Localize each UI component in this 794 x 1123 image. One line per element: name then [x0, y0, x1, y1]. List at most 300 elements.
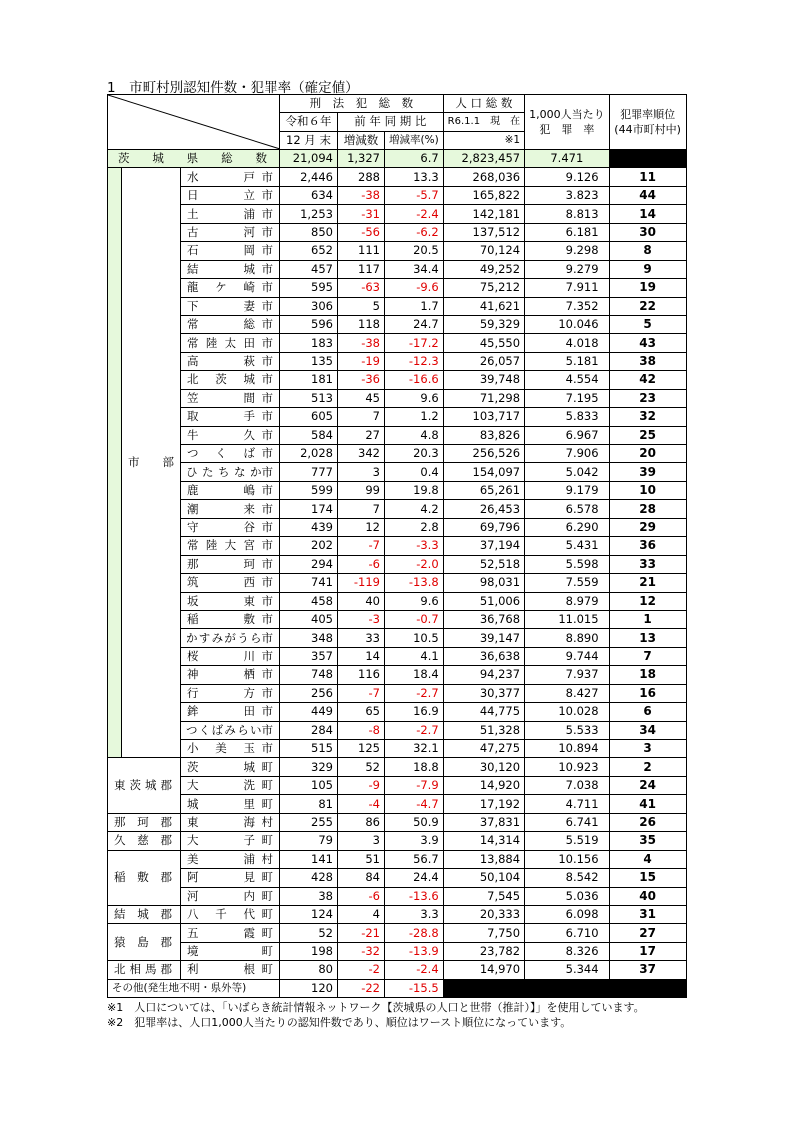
table-row — [108, 279, 687, 297]
cell-count: 458 — [280, 592, 338, 610]
group-kuji — [108, 832, 181, 850]
table-row — [108, 869, 687, 887]
cell-rank: 25 — [609, 426, 686, 444]
cell-rate: -4.7 — [385, 795, 444, 813]
municipality-name: つ く ば み ら い 市 — [181, 721, 280, 739]
cell-rank: 15 — [609, 869, 686, 887]
group-sashima-label: 猿 島 郡 — [114, 934, 172, 949]
header-rank-line1: 犯罪率順位 — [620, 108, 676, 121]
cell-per: 10.894 — [525, 740, 610, 758]
cell-rate: -6.2 — [385, 223, 444, 241]
header-per1000-line1: 1,000人当たり — [529, 108, 605, 121]
cell-inc: 14 — [338, 647, 385, 665]
table-row — [108, 500, 687, 518]
cell-per: 8.326 — [525, 942, 610, 960]
cell-rank: 12 — [609, 592, 686, 610]
cell-count: 850 — [280, 223, 338, 241]
municipality-name: 潮 来 市 — [181, 500, 280, 518]
group-sashima — [108, 924, 181, 961]
table-row — [108, 389, 687, 407]
municipality-name: 五 霞 町 — [181, 924, 280, 942]
cell-rate: -7.9 — [385, 776, 444, 794]
municipality-name: 筑 西 市 — [181, 574, 280, 592]
footnote-1: ※1 人口については、「いばらき統計情報ネットワーク【茨城県の人口と世帯（推計）】」を使用しています。 — [107, 1001, 645, 1014]
cell-rate: -17.2 — [385, 334, 444, 352]
total-rank-blank — [609, 150, 686, 168]
cell-per: 5.344 — [525, 961, 610, 979]
cell-rate: 24.7 — [385, 315, 444, 333]
cell-per: 5.598 — [525, 555, 610, 573]
cell-pop: 137,512 — [443, 223, 524, 241]
cell-rate: 34.4 — [385, 260, 444, 278]
municipality-name: 笠 間 市 — [181, 389, 280, 407]
cell-rate: -16.6 — [385, 371, 444, 389]
cell-rank: 41 — [609, 795, 686, 813]
cell-rank: 18 — [609, 666, 686, 684]
cell-inc: -7 — [338, 537, 385, 555]
cell-inc: 3 — [338, 463, 385, 481]
cell-rate: -5.7 — [385, 186, 444, 204]
cell-count: 38 — [280, 887, 338, 905]
cell-per: 10.923 — [525, 758, 610, 776]
table-row — [108, 352, 687, 370]
cell-rate: -13.6 — [385, 887, 444, 905]
cell-per: 5.042 — [525, 463, 610, 481]
page-title: 1 市町村別認知件数・犯罪率（確定値） — [107, 80, 359, 96]
municipality-name: 坂 東 市 — [181, 592, 280, 610]
cell-inc: 118 — [338, 315, 385, 333]
header-popnote: ※1 — [443, 131, 524, 149]
cell-rate: 1.2 — [385, 408, 444, 426]
cell-rank: 10 — [609, 481, 686, 499]
cell-per: 5.181 — [525, 352, 610, 370]
cell-pop: 47,275 — [443, 740, 524, 758]
cell-rank: 11 — [609, 168, 686, 186]
cell-rate: 2.8 — [385, 518, 444, 536]
table-row — [108, 758, 687, 776]
other-row — [108, 979, 687, 997]
municipality-name: 石 岡 市 — [181, 242, 280, 260]
cell-count: 174 — [280, 500, 338, 518]
city-indent-cell — [108, 168, 122, 758]
cell-inc: 3 — [338, 832, 385, 850]
other-rate: -15.5 — [385, 979, 444, 997]
municipality-name: つ く ば 市 — [181, 445, 280, 463]
table-row — [108, 574, 687, 592]
municipality-name: 大 子 町 — [181, 832, 280, 850]
table-row — [108, 832, 687, 850]
cell-count: 183 — [280, 334, 338, 352]
cell-per: 7.911 — [525, 279, 610, 297]
cell-per: 5.519 — [525, 832, 610, 850]
table-row — [108, 647, 687, 665]
footnotes — [107, 1000, 645, 1030]
cell-inc: 40 — [338, 592, 385, 610]
cell-rank: 17 — [609, 942, 686, 960]
cell-pop: 94,237 — [443, 666, 524, 684]
municipality-name: 牛 久 市 — [181, 426, 280, 444]
table-row — [108, 186, 687, 204]
cell-count: 202 — [280, 537, 338, 555]
cell-rank: 1 — [609, 610, 686, 628]
group-inashiki-label: 稲 敷 郡 — [114, 870, 172, 885]
table-row — [108, 740, 687, 758]
cell-count: 306 — [280, 297, 338, 315]
cell-count: 515 — [280, 740, 338, 758]
cell-pop: 13,884 — [443, 850, 524, 868]
cell-inc: 125 — [338, 740, 385, 758]
cell-inc: 4 — [338, 905, 385, 923]
municipality-name: 阿 見 町 — [181, 869, 280, 887]
group-higashi — [108, 758, 181, 813]
cell-pop: 17,192 — [443, 795, 524, 813]
cell-count: 405 — [280, 610, 338, 628]
cell-per: 7.352 — [525, 297, 610, 315]
table-row — [108, 297, 687, 315]
cell-pop: 70,124 — [443, 242, 524, 260]
cell-count: 348 — [280, 629, 338, 647]
cell-rank: 21 — [609, 574, 686, 592]
cell-rate: 3.9 — [385, 832, 444, 850]
cell-pop: 39,748 — [443, 371, 524, 389]
municipality-name: 下 妻 市 — [181, 297, 280, 315]
cell-per: 8.427 — [525, 684, 610, 702]
cell-rank: 22 — [609, 297, 686, 315]
cell-rate: -13.8 — [385, 574, 444, 592]
cell-per: 7.906 — [525, 445, 610, 463]
cell-rate: -12.3 — [385, 352, 444, 370]
group-kitasouma-label: 北 相 馬 郡 — [114, 962, 172, 977]
header-pop: 人 口 総 数 — [443, 95, 524, 113]
cell-rank: 9 — [609, 260, 686, 278]
cell-pop: 14,314 — [443, 832, 524, 850]
cell-count: 741 — [280, 574, 338, 592]
cell-inc: 288 — [338, 168, 385, 186]
cell-pop: 30,377 — [443, 684, 524, 702]
cell-rate: 56.7 — [385, 850, 444, 868]
cell-count: 1,253 — [280, 205, 338, 223]
cell-rank: 4 — [609, 850, 686, 868]
cell-rate: 9.6 — [385, 389, 444, 407]
municipality-name: 鉾 田 市 — [181, 703, 280, 721]
cell-pop: 36,768 — [443, 610, 524, 628]
cell-inc: 65 — [338, 703, 385, 721]
cell-inc: -56 — [338, 223, 385, 241]
cell-rank: 34 — [609, 721, 686, 739]
cell-count: 79 — [280, 832, 338, 850]
cell-count: 595 — [280, 279, 338, 297]
cell-pop: 142,181 — [443, 205, 524, 223]
cell-pop: 20,333 — [443, 905, 524, 923]
cell-per: 9.179 — [525, 481, 610, 499]
cell-rank: 38 — [609, 352, 686, 370]
cell-per: 6.098 — [525, 905, 610, 923]
footnote-2: ※2 犯罪率は、人口1,000人当たりの認知件数であり、順位はワースト順位になっています。 — [107, 1016, 572, 1029]
header-reiwa: 令和６年 — [280, 113, 338, 131]
table-row — [108, 555, 687, 573]
cell-inc: 52 — [338, 758, 385, 776]
cell-rank: 28 — [609, 500, 686, 518]
cell-pop: 268,036 — [443, 168, 524, 186]
cell-per: 6.290 — [525, 518, 610, 536]
cell-count: 256 — [280, 684, 338, 702]
cell-rank: 39 — [609, 463, 686, 481]
cell-rate: 4.8 — [385, 426, 444, 444]
municipality-name: 常 陸 太 田 市 — [181, 334, 280, 352]
municipality-name: ひ た ち な か 市 — [181, 463, 280, 481]
cell-rank: 5 — [609, 315, 686, 333]
cell-inc: -6 — [338, 887, 385, 905]
cell-count: 124 — [280, 905, 338, 923]
cell-per: 8.542 — [525, 869, 610, 887]
cell-pop: 26,057 — [443, 352, 524, 370]
cell-pop: 71,298 — [443, 389, 524, 407]
total-count: 21,094 — [280, 150, 338, 168]
municipality-name: 結 城 市 — [181, 260, 280, 278]
cell-inc: 33 — [338, 629, 385, 647]
cell-rate: 24.4 — [385, 869, 444, 887]
municipality-name: 桜 川 市 — [181, 647, 280, 665]
cell-pop: 65,261 — [443, 481, 524, 499]
cell-inc: 116 — [338, 666, 385, 684]
cell-rate: 10.5 — [385, 629, 444, 647]
cell-count: 81 — [280, 795, 338, 813]
cell-pop: 83,826 — [443, 426, 524, 444]
other-count: 120 — [280, 979, 338, 997]
table-row — [108, 610, 687, 628]
cell-count: 596 — [280, 315, 338, 333]
municipality-name: 東 海 村 — [181, 813, 280, 831]
cell-pop: 30,120 — [443, 758, 524, 776]
cell-rank: 14 — [609, 205, 686, 223]
cell-inc: 5 — [338, 297, 385, 315]
cell-per: 9.744 — [525, 647, 610, 665]
cell-rank: 16 — [609, 684, 686, 702]
cell-pop: 23,782 — [443, 942, 524, 960]
other-inc: -22 — [338, 979, 385, 997]
municipality-name: 水 戸 市 — [181, 168, 280, 186]
cell-rate: 20.5 — [385, 242, 444, 260]
cell-pop: 7,750 — [443, 924, 524, 942]
cell-inc: -3 — [338, 610, 385, 628]
cell-rank: 3 — [609, 740, 686, 758]
group-naka — [108, 813, 181, 831]
cell-inc: 99 — [338, 481, 385, 499]
cell-pop: 44,775 — [443, 703, 524, 721]
cell-count: 457 — [280, 260, 338, 278]
total-per: 7.471 — [525, 150, 610, 168]
cell-rate: -3.3 — [385, 537, 444, 555]
cell-per: 7.195 — [525, 389, 610, 407]
table-row — [108, 850, 687, 868]
cell-per: 6.578 — [525, 500, 610, 518]
cell-count: 599 — [280, 481, 338, 499]
cell-rate: -2.0 — [385, 555, 444, 573]
cell-pop: 45,550 — [443, 334, 524, 352]
cell-rate: 20.3 — [385, 445, 444, 463]
cell-rate: -2.4 — [385, 961, 444, 979]
cell-rate: 50.9 — [385, 813, 444, 831]
crime-statistics-table — [107, 94, 687, 998]
municipality-name: 那 珂 市 — [181, 555, 280, 573]
group-city — [122, 168, 181, 758]
cell-rate: -2.4 — [385, 205, 444, 223]
cell-pop: 52,518 — [443, 555, 524, 573]
table-row — [108, 961, 687, 979]
cell-inc: -36 — [338, 371, 385, 389]
table-row — [108, 481, 687, 499]
cell-pop: 26,453 — [443, 500, 524, 518]
cell-inc: -7 — [338, 684, 385, 702]
group-yuki-label: 結 城 郡 — [114, 907, 172, 922]
cell-rate: 3.3 — [385, 905, 444, 923]
cell-inc: -9 — [338, 776, 385, 794]
header-per1000 — [525, 95, 610, 150]
municipality-name: 常 総 市 — [181, 315, 280, 333]
table-row — [108, 205, 687, 223]
cell-inc: -31 — [338, 205, 385, 223]
table-row — [108, 223, 687, 241]
municipality-name: か す み が う ら 市 — [181, 629, 280, 647]
municipality-name: 日 立 市 — [181, 186, 280, 204]
cell-inc: -4 — [338, 795, 385, 813]
municipality-name: 八 千 代 町 — [181, 905, 280, 923]
cell-rate: -28.8 — [385, 924, 444, 942]
cell-inc: -63 — [338, 279, 385, 297]
cell-pop: 103,717 — [443, 408, 524, 426]
cell-rate: 9.6 — [385, 592, 444, 610]
header-rank — [609, 95, 686, 150]
table-row — [108, 666, 687, 684]
cell-rank: 42 — [609, 371, 686, 389]
group-kuji-label: 久 慈 郡 — [114, 833, 172, 848]
municipality-name: 土 浦 市 — [181, 205, 280, 223]
cell-rank: 19 — [609, 279, 686, 297]
cell-inc: -38 — [338, 186, 385, 204]
cell-per: 3.823 — [525, 186, 610, 204]
cell-rank: 13 — [609, 629, 686, 647]
cell-per: 8.813 — [525, 205, 610, 223]
cell-rate: -0.7 — [385, 610, 444, 628]
table-row — [108, 721, 687, 739]
municipality-name: 河 内 町 — [181, 887, 280, 905]
cell-count: 634 — [280, 186, 338, 204]
cell-inc: -38 — [338, 334, 385, 352]
municipality-name: 北 茨 城 市 — [181, 371, 280, 389]
cell-inc: -21 — [338, 924, 385, 942]
municipality-name: 大 洗 町 — [181, 776, 280, 794]
cell-rank: 7 — [609, 647, 686, 665]
cell-count: 439 — [280, 518, 338, 536]
cell-per: 5.036 — [525, 887, 610, 905]
cell-pop: 75,212 — [443, 279, 524, 297]
cell-rank: 26 — [609, 813, 686, 831]
cell-rate: 1.7 — [385, 297, 444, 315]
cell-pop: 69,796 — [443, 518, 524, 536]
cell-inc: 12 — [338, 518, 385, 536]
header-keiho: 刑 法 犯 総 数 — [280, 95, 444, 113]
cell-inc: 27 — [338, 426, 385, 444]
cell-pop: 37,831 — [443, 813, 524, 831]
municipality-name: 古 河 市 — [181, 223, 280, 241]
table-row — [108, 371, 687, 389]
cell-count: 329 — [280, 758, 338, 776]
cell-rate: 32.1 — [385, 740, 444, 758]
cell-inc: 86 — [338, 813, 385, 831]
total-pop: 2,823,457 — [443, 150, 524, 168]
cell-rank: 32 — [609, 408, 686, 426]
municipality-name: 取 手 市 — [181, 408, 280, 426]
cell-rate: -9.6 — [385, 279, 444, 297]
cell-pop: 36,638 — [443, 647, 524, 665]
cell-count: 135 — [280, 352, 338, 370]
municipality-name: 利 根 町 — [181, 961, 280, 979]
table-row — [108, 684, 687, 702]
cell-count: 748 — [280, 666, 338, 684]
cell-inc: -6 — [338, 555, 385, 573]
cell-pop: 98,031 — [443, 574, 524, 592]
table-row — [108, 315, 687, 333]
cell-per: 6.741 — [525, 813, 610, 831]
cell-rank: 27 — [609, 924, 686, 942]
cell-rate: 16.9 — [385, 703, 444, 721]
cell-count: 777 — [280, 463, 338, 481]
cell-count: 141 — [280, 850, 338, 868]
header-rate: 増減率(%) — [385, 131, 444, 149]
cell-pop: 256,526 — [443, 445, 524, 463]
cell-rate: 13.3 — [385, 168, 444, 186]
table-row — [108, 242, 687, 260]
cell-inc: 117 — [338, 260, 385, 278]
municipality-name: 常 陸 大 宮 市 — [181, 537, 280, 555]
cell-count: 255 — [280, 813, 338, 831]
municipality-name: 龍 ケ 崎 市 — [181, 279, 280, 297]
cell-rank: 30 — [609, 223, 686, 241]
cell-inc: -8 — [338, 721, 385, 739]
cell-rate: -13.9 — [385, 942, 444, 960]
cell-inc: 7 — [338, 500, 385, 518]
table-row — [108, 776, 687, 794]
cell-rate: 19.8 — [385, 481, 444, 499]
diagonal-header-cell — [108, 95, 280, 150]
table-row — [108, 463, 687, 481]
cell-count: 513 — [280, 389, 338, 407]
cell-rank: 6 — [609, 703, 686, 721]
cell-pop: 49,252 — [443, 260, 524, 278]
cell-per: 6.967 — [525, 426, 610, 444]
table-row — [108, 592, 687, 610]
cell-pop: 37,194 — [443, 537, 524, 555]
header-per1000-line2: 犯 罪 率 — [539, 123, 595, 136]
cell-count: 2,028 — [280, 445, 338, 463]
table-row — [108, 408, 687, 426]
table-row — [108, 334, 687, 352]
cell-rank: 24 — [609, 776, 686, 794]
table-row — [108, 168, 687, 186]
cell-count: 294 — [280, 555, 338, 573]
cell-per: 7.937 — [525, 666, 610, 684]
cell-inc: 111 — [338, 242, 385, 260]
cell-pop: 154,097 — [443, 463, 524, 481]
group-naka-label: 那 珂 郡 — [114, 814, 172, 829]
cell-per: 10.156 — [525, 850, 610, 868]
table-row — [108, 887, 687, 905]
other-blank — [443, 979, 686, 997]
cell-inc: 51 — [338, 850, 385, 868]
municipality-name: 境 町 — [181, 942, 280, 960]
cell-rank: 8 — [609, 242, 686, 260]
cell-rank: 33 — [609, 555, 686, 573]
